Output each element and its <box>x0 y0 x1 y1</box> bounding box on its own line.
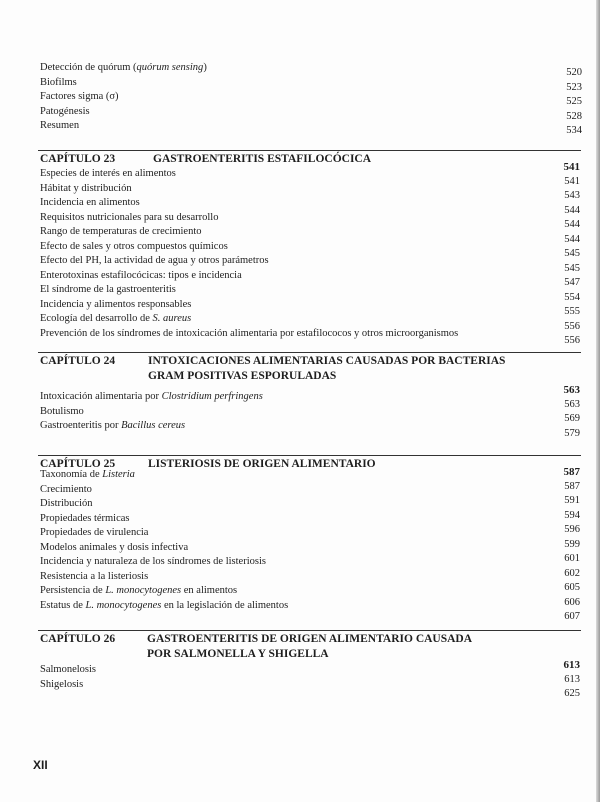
italic-term: Bacillus cereus <box>121 420 186 431</box>
toc-entry: Crecimiento <box>40 483 92 495</box>
divider <box>38 352 581 353</box>
italic-term: Listeria <box>102 469 135 480</box>
toc-entry: Prevención de los síndromes de intoxicación alimentaria por estafilococos y otros microorganismos <box>40 327 459 339</box>
toc-entry: Patogénesis <box>40 105 90 117</box>
toc-entries <box>40 167 458 341</box>
chapter-label: CAPÍTULO 23 <box>40 153 116 165</box>
toc-entry: Resistencia a la listeriosis <box>40 570 149 582</box>
page-number: 554 <box>564 291 580 303</box>
page-number: 543 <box>564 190 580 201</box>
divider <box>38 150 581 151</box>
page-number: 525 <box>566 96 582 107</box>
chapter-title: GASTROENTERITIS ESTAFILOCÓCICA <box>153 153 372 165</box>
toc-entries <box>40 468 288 613</box>
toc-entry: Propiedades de virulencia <box>40 527 149 538</box>
page-folio: XII <box>33 758 48 772</box>
page-number: 605 <box>564 582 580 593</box>
toc-entry: Botulismo <box>40 405 84 417</box>
toc-pages <box>564 383 581 441</box>
toc-entry: Rango de temperaturas de crecimiento <box>40 226 202 237</box>
toc-entry: Propiedades térmicas <box>40 512 130 524</box>
toc-entry: Gastroenteritis por Bacillus cereus <box>40 420 186 431</box>
toc-entry: Persistencia de L. monocytogenes en alimentos <box>40 585 238 596</box>
page-number: 545 <box>564 262 580 274</box>
italic-term: L. monocytogenes <box>105 585 182 596</box>
page-number: 587 <box>563 466 580 478</box>
toc-entry: Incidencia en alimentos <box>40 197 140 208</box>
chapter-title: INTOXICACIONES ALIMENTARIAS CAUSADAS POR BACTERIAS GRAM POSITIVAS ESPORULADAS <box>148 355 506 382</box>
page-number: 601 <box>564 553 580 564</box>
page-number: 613 <box>563 659 580 671</box>
page-number: 613 <box>564 673 580 685</box>
toc-entries <box>40 61 207 134</box>
page-number: 523 <box>566 81 582 93</box>
chapter-label: CAPÍTULO 26 <box>40 633 116 645</box>
page-number: 563 <box>564 398 580 410</box>
toc-entry: Shigelosis <box>40 678 84 690</box>
page-number: 544 <box>564 233 580 245</box>
toc-entry: Especies de interés en alimentos <box>40 168 176 179</box>
toc-pages <box>566 66 582 139</box>
page-number: 599 <box>564 538 580 550</box>
page-number: 587 <box>564 480 580 492</box>
chapter-title: GASTROENTERITIS DE ORIGEN ALIMENTARIO CAUSADA POR SALMONELLA Y SHIGELLA <box>147 633 473 660</box>
page-number: 544 <box>564 219 580 230</box>
chapter-label: CAPÍTULO 25 <box>40 458 116 470</box>
divider <box>38 455 581 456</box>
page-number: 534 <box>566 125 582 136</box>
toc-entries <box>40 390 263 434</box>
page-number: 541 <box>564 175 580 187</box>
page-number: 520 <box>566 67 582 78</box>
toc-entry: Modelos animales y dosis infectiva <box>40 541 189 553</box>
toc-entry: Detección de quórum (quórum sensing) <box>40 62 207 73</box>
italic-term: L. monocytogenes <box>85 599 162 611</box>
toc-entry: Estatus de L. monocytogenes en la legislación de alimentos <box>40 599 289 611</box>
page-number: 569 <box>564 413 580 424</box>
toc-entry: Incidencia y naturaleza de los síndromes de listeriosis <box>40 556 266 567</box>
toc-entry: Efecto de sales y otros compuestos químicos <box>40 240 228 252</box>
page-number: 596 <box>564 524 580 535</box>
page-number: 594 <box>564 509 580 521</box>
toc-entry: Requisitos nutricionales para su desarrollo <box>40 211 219 223</box>
page-number: 625 <box>564 688 580 699</box>
scan-edge <box>596 0 600 802</box>
page-number: 528 <box>566 110 582 122</box>
page-number: 579 <box>564 427 580 439</box>
toc-entry: Hábitat y distribución <box>40 182 132 194</box>
toc-entry: Taxonomía de Listeria <box>40 469 135 480</box>
italic-term: quórum sensing <box>136 62 204 73</box>
page-number: 555 <box>564 306 580 317</box>
page-number: 544 <box>564 204 580 216</box>
toc-pages <box>564 658 581 702</box>
page-number: 541 <box>563 161 580 173</box>
page-number: 591 <box>564 495 580 506</box>
toc-pages <box>564 465 581 625</box>
page-number: 545 <box>564 248 580 259</box>
toc-entry: Enterotoxinas estafilocócicas: tipos e incidencia <box>40 269 242 281</box>
toc-entry: Biofilms <box>40 76 77 88</box>
toc-entry: Ecología del desarrollo de S. aureus <box>40 313 192 324</box>
toc-entry: Resumen <box>40 120 80 131</box>
page-number: 547 <box>564 277 580 288</box>
toc-entry: Efecto del PH, la actividad de agua y otros parámetros <box>40 255 269 266</box>
toc-entry: Intoxicación alimentaria por Clostridium perfringens <box>40 391 263 402</box>
divider <box>38 630 581 631</box>
toc-entry: El síndrome de la gastroenteritis <box>40 284 176 295</box>
page-number: 606 <box>564 596 580 608</box>
page-number: 556 <box>564 320 580 332</box>
italic-term: Clostridium perfringens <box>161 391 263 402</box>
toc-entry: Factores sigma (σ) <box>40 91 119 102</box>
page-number: 556 <box>564 335 580 346</box>
toc-entry: Salmonelosis <box>40 664 97 675</box>
toc-entry: Incidencia y alimentos responsables <box>40 298 192 310</box>
page-number: 607 <box>564 611 580 622</box>
toc-pages <box>564 160 581 349</box>
italic-term: S. aureus <box>152 313 192 324</box>
chapter-label: CAPÍTULO 24 <box>40 355 116 367</box>
page-number: 563 <box>563 384 580 396</box>
page-number: 602 <box>564 567 580 579</box>
toc-entries <box>40 663 96 692</box>
toc-entry: Distribución <box>40 498 93 509</box>
chapter-title: LISTERIOSIS DE ORIGEN ALIMENTARIO <box>148 458 376 470</box>
